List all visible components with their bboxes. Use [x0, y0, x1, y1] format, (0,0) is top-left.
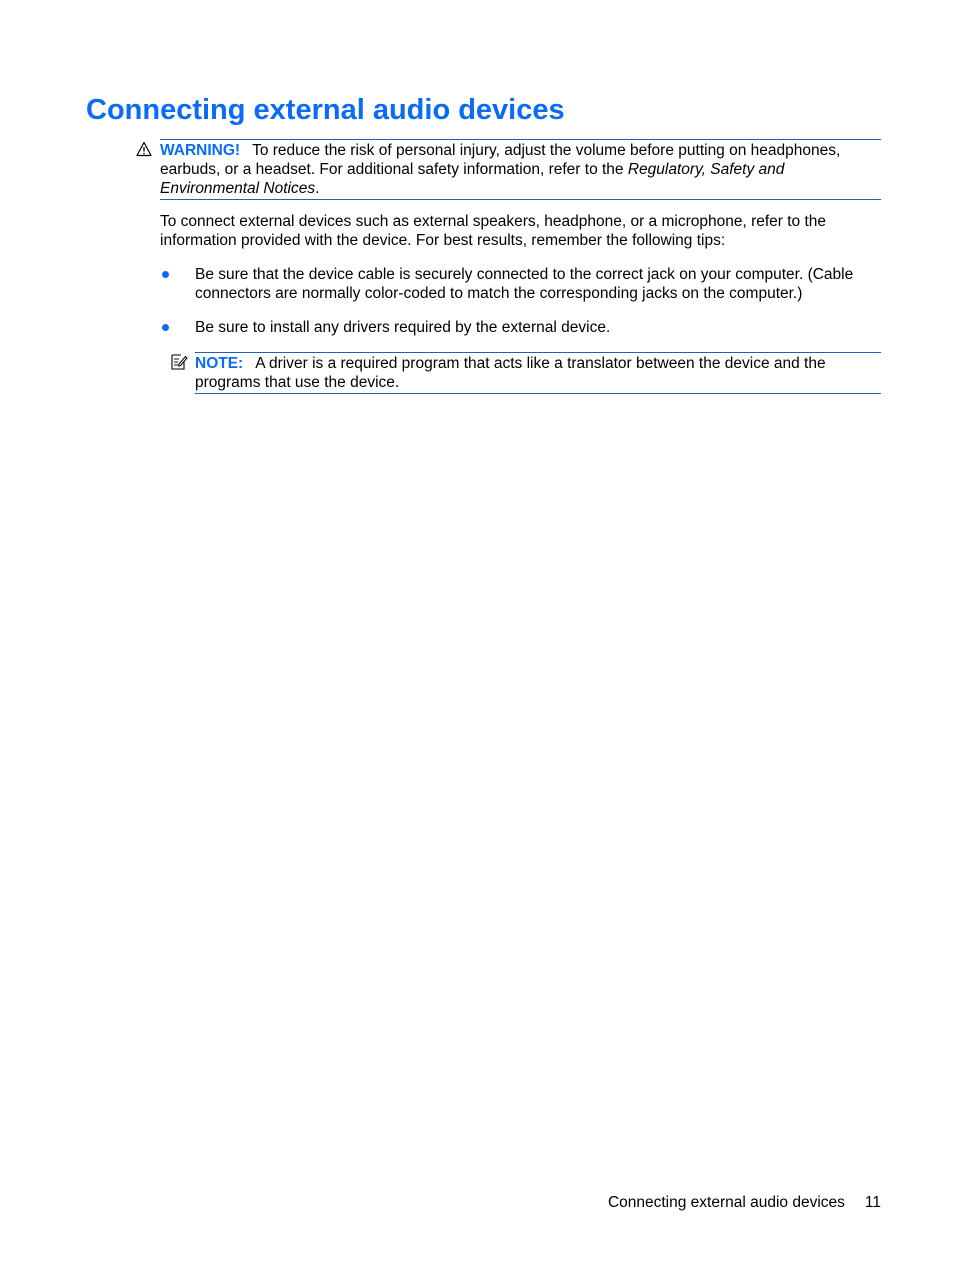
note-label: NOTE:: [195, 355, 244, 372]
warning-triangle-icon: [136, 141, 152, 157]
warning-document-reference: Regulatory, Safety and Environmental Notices: [160, 161, 785, 197]
page-number: 11: [864, 1194, 881, 1211]
warning-text: To reduce the risk of personal injury, adjust the volume before putting on headphones, earbuds, or a headset. For additional safety information, refer to the: [160, 142, 841, 178]
list-item: [160, 318, 881, 337]
page-title: Connecting external audio devices: [86, 94, 565, 126]
warning-label: WARNING!: [160, 142, 241, 159]
bullet-icon: [162, 324, 169, 331]
list-item-text: Be sure to install any drivers required by the external device.: [195, 319, 611, 336]
warning-text-end: .: [315, 180, 320, 197]
note-text: A driver is a required program that acts like a translator between the device and the programs that use the device.: [195, 355, 826, 391]
page-footer: [608, 1193, 881, 1212]
bullet-icon: [162, 271, 169, 278]
note-callout: [195, 352, 881, 394]
list-item-text: Be sure that the device cable is securely connected to the correct jack on your computer. (Cable connectors are normally color-coded to match the corresponding jacks on the computer.): [195, 266, 854, 302]
list-item: [160, 265, 881, 303]
intro-paragraph: To connect external devices such as external speakers, headphone, or a microphone, refer to the information provided with the device. For best results, remember the following tips:: [160, 213, 827, 249]
warning-callout: [160, 139, 881, 200]
footer-section-title: Connecting external audio devices: [607, 1194, 845, 1211]
note-pencil-icon: [170, 353, 188, 371]
